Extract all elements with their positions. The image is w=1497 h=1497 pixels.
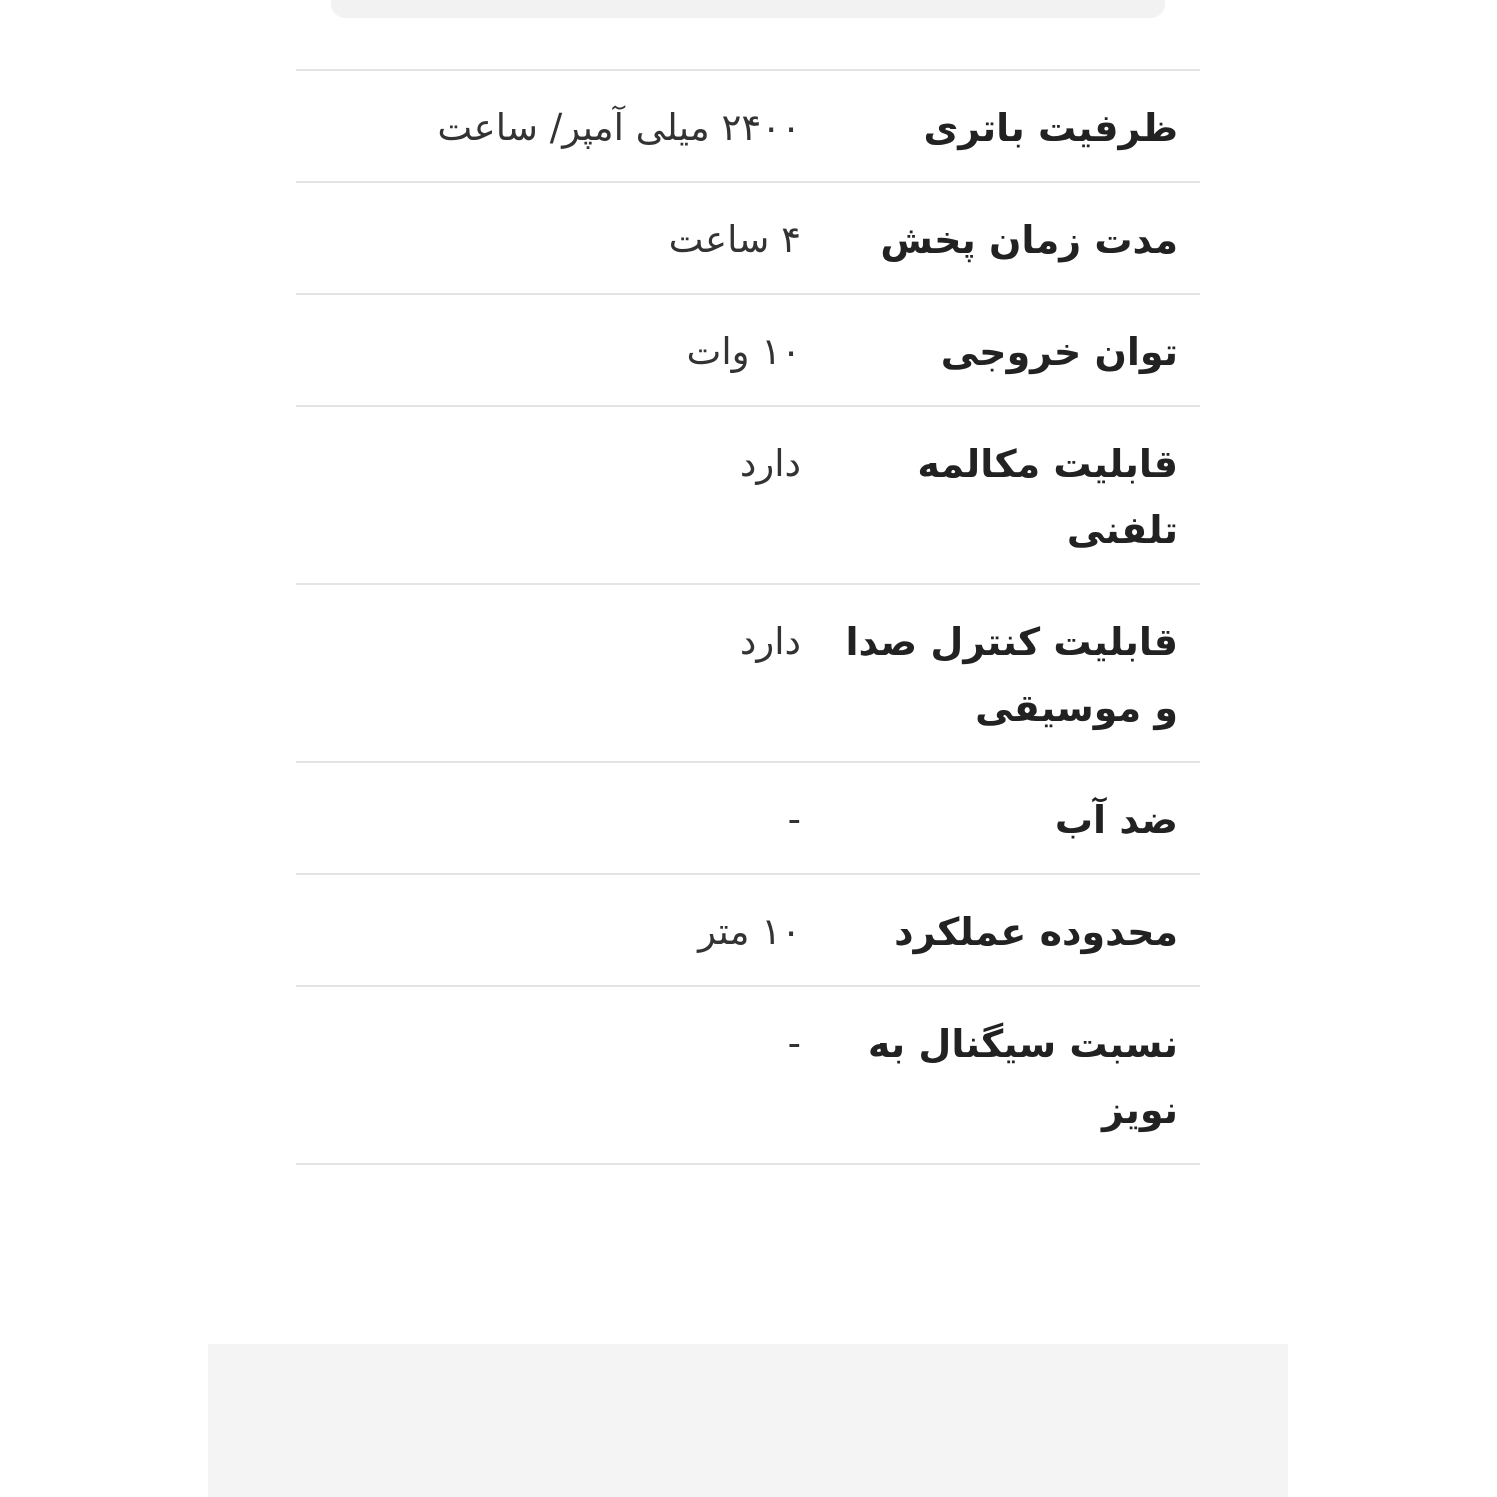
spec-row-phone-call	[296, 407, 1200, 585]
spec-label: نسبت سیگنال به نویز	[867, 1022, 1178, 1132]
spec-value: دارد	[739, 442, 801, 485]
spec-label: محدوده عملکرد	[894, 910, 1178, 954]
spec-value: ۱۰ متر	[698, 910, 801, 953]
spec-value: -	[787, 798, 801, 841]
spec-table	[296, 69, 1200, 1165]
spec-row-volume-control	[296, 585, 1200, 763]
spec-row-playback-time	[296, 183, 1200, 295]
spec-row-waterproof	[296, 763, 1200, 875]
spec-row-output-power	[296, 295, 1200, 407]
spec-label: قابلیت کنترل صدا و موسیقی	[845, 620, 1178, 730]
bottom-panel	[208, 1344, 1288, 1497]
spec-label: مدت زمان پخش	[880, 218, 1178, 262]
spec-label: قابلیت مکالمه تلفنی	[917, 442, 1178, 552]
spec-label: ظرفیت باتری	[923, 106, 1178, 150]
spec-row-range	[296, 875, 1200, 987]
spec-value: دارد	[739, 620, 801, 663]
spec-label: توان خروجی	[940, 330, 1178, 374]
spec-value: ۴ ساعت	[668, 218, 801, 261]
spec-value: ۲۴۰۰ میلی آمپر/ ساعت	[437, 106, 801, 149]
spec-row-battery-capacity	[296, 71, 1200, 183]
spec-value: -	[787, 1022, 801, 1065]
spec-value: ۱۰ وات	[686, 330, 801, 373]
spec-row-snr	[296, 987, 1200, 1165]
spec-label: ضد آب	[1054, 798, 1178, 842]
top-panel	[331, 0, 1165, 18]
